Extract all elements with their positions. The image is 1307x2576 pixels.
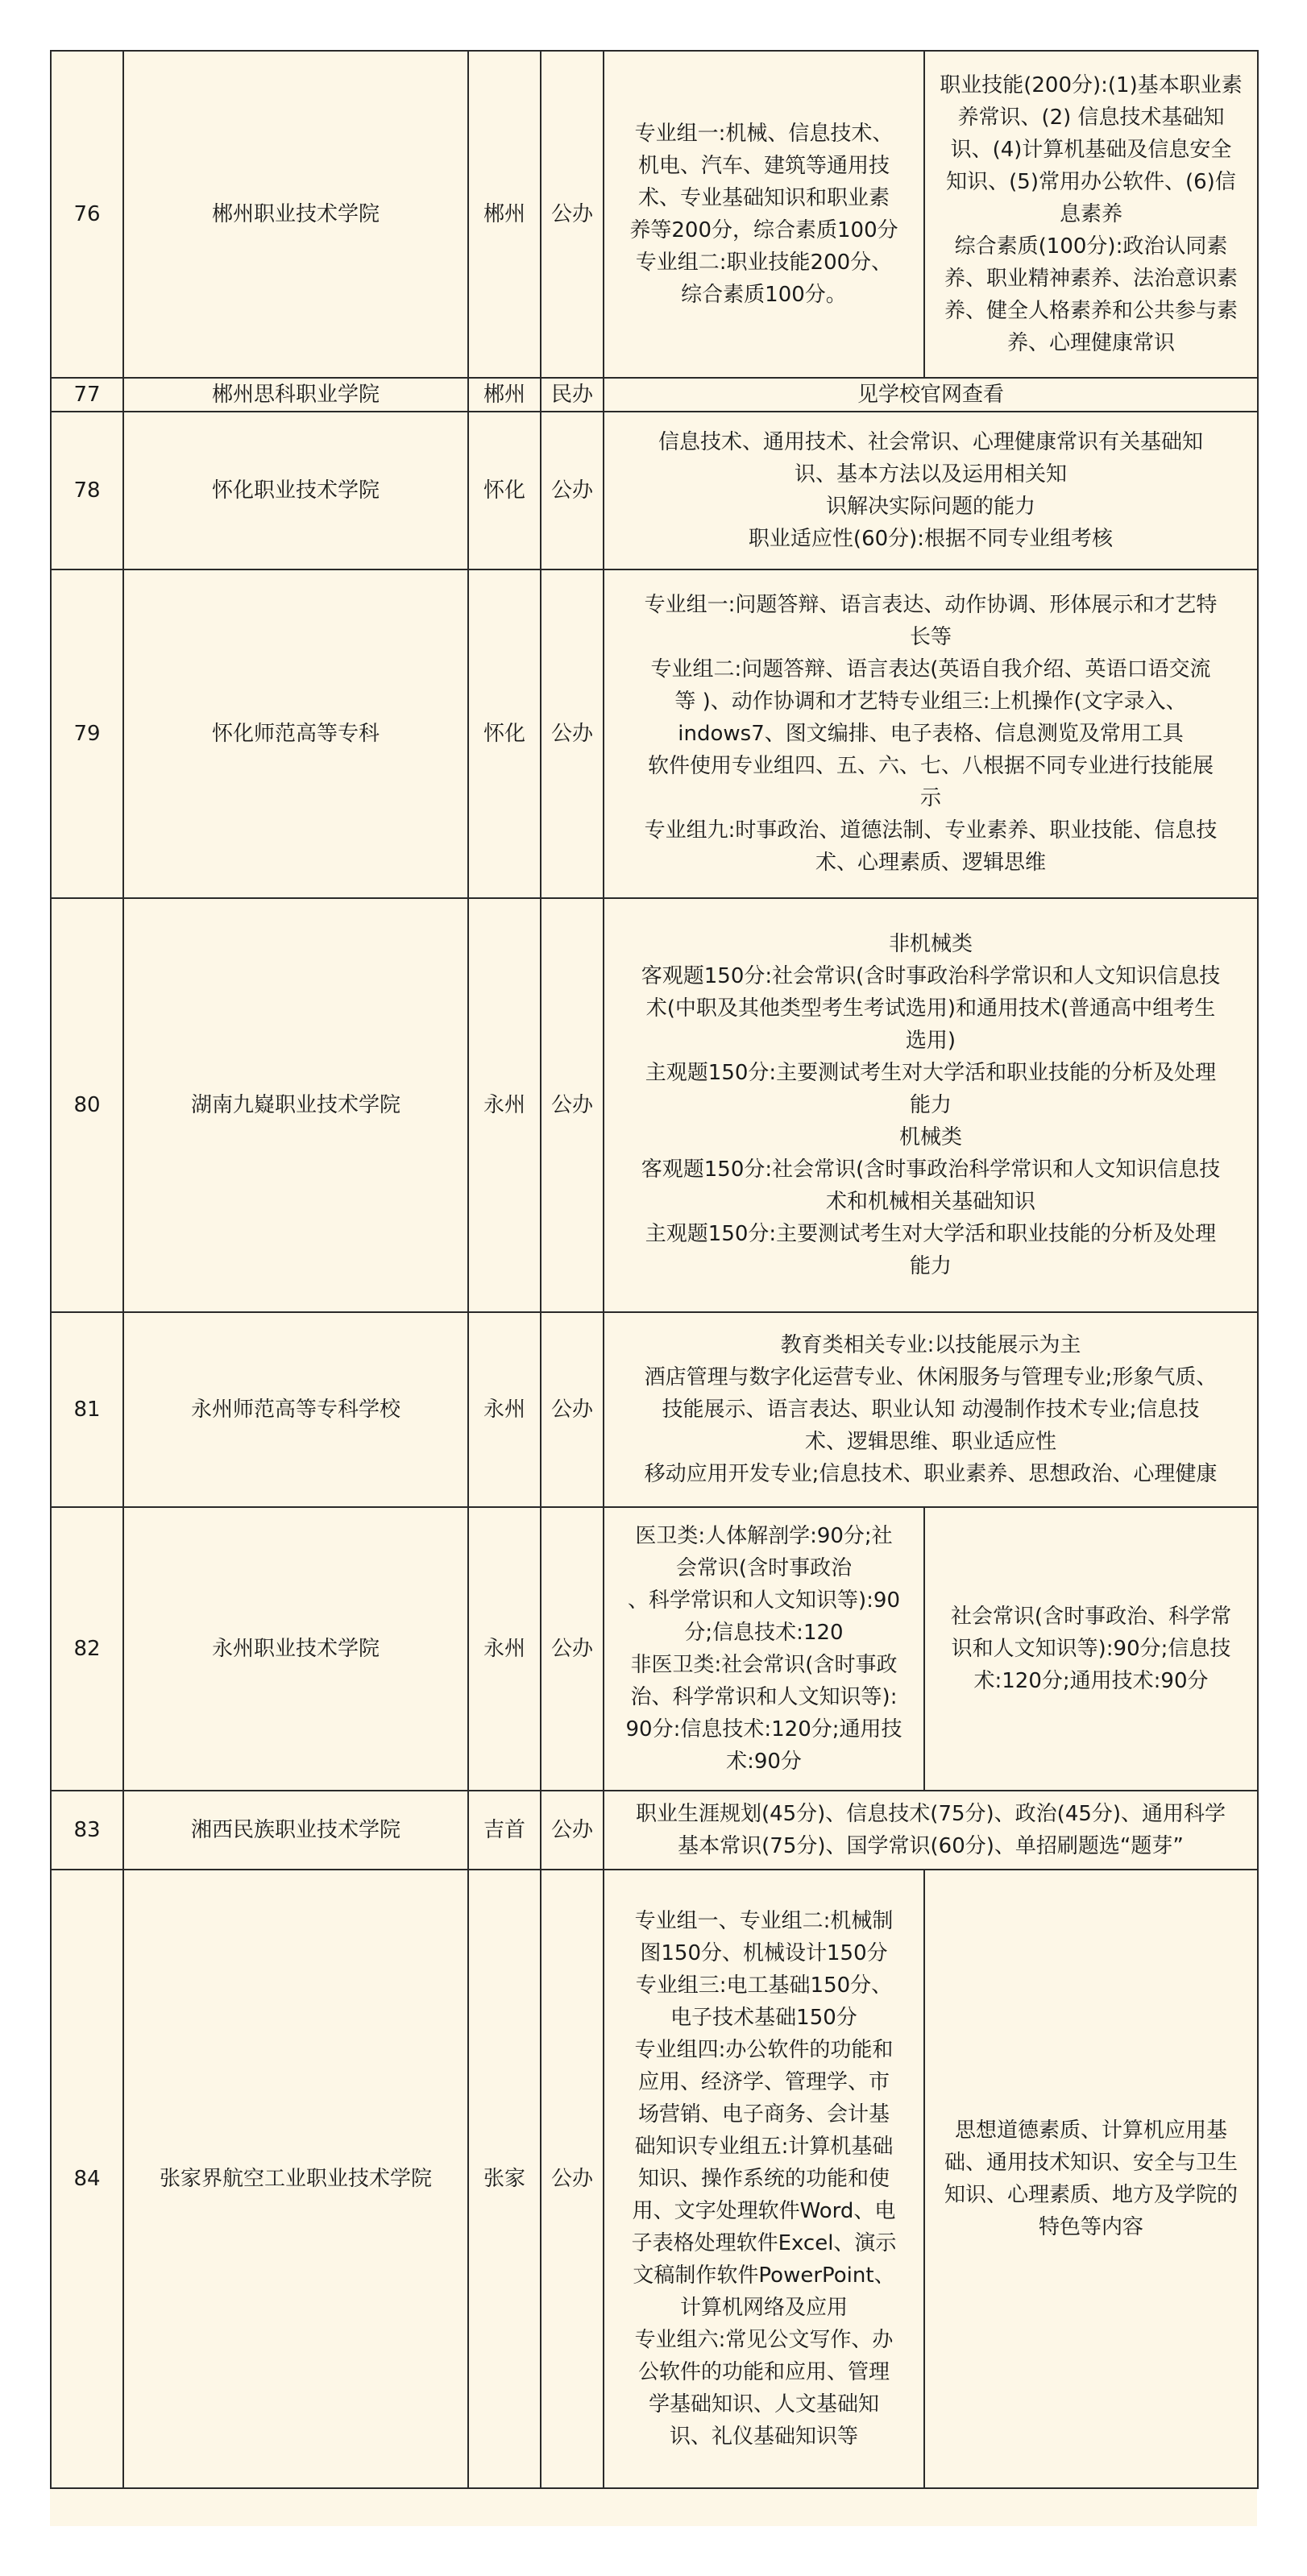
school-city: 怀化 <box>468 412 541 569</box>
school-city: 永州 <box>468 1507 541 1791</box>
school-type: 公办 <box>541 1312 604 1507</box>
text-line: 非医卫类:社会常识(含时事政 <box>630 1653 898 1677</box>
text-line: 术、心理素质、逻辑思维 <box>815 851 1046 875</box>
table-row <box>51 412 1258 569</box>
school-city: 张家 <box>468 1870 541 2488</box>
text-line: 专业组二:职业技能200分、 <box>635 251 893 275</box>
text-line: 特色等内容 <box>1038 2215 1143 2239</box>
school-type: 公办 <box>541 569 604 898</box>
text-line: 90分:信息技术:120分;通用技 <box>625 1717 902 1741</box>
text-line: 非机械类 <box>888 932 973 956</box>
text-line: 场营销、电子商务、会计基 <box>637 2102 890 2127</box>
text-line: 识、基本方法以及运用相关知 <box>794 462 1067 487</box>
exam-content <box>604 412 1258 569</box>
school-type: 公办 <box>541 1870 604 2488</box>
text-line: 识和人文知识等):90分;信息技 <box>951 1637 1231 1661</box>
school-type: 公办 <box>541 1791 604 1870</box>
table-row <box>51 51 1258 378</box>
text-line: 养、心理健康常识 <box>1006 331 1175 355</box>
row-number: 84 <box>51 1870 123 2488</box>
text-line: 客观题150分:社会常识(含时事政治科学常识和人文知识信息技 <box>641 1158 1221 1182</box>
text-line: 养、健全人格素养和公共参与素 <box>944 299 1238 323</box>
text-line: 长等 <box>909 625 952 649</box>
text-line: 知识、(5)常用办公软件、(6)信 <box>946 170 1236 194</box>
text-line: 酒店管理与数字化运营专业、休闲服务与管理专业;形象气质、 <box>644 1365 1218 1389</box>
text-line: 识、礼仪基础知识等 <box>669 2425 858 2449</box>
school-name: 永州职业技术学院 <box>123 1507 468 1791</box>
text-line: 主观题150分:主要测试考生对大学活和职业技能的分析及处理 <box>645 1222 1217 1246</box>
school-name: 怀化职业技术学院 <box>123 412 468 569</box>
school-name: 郴州职业技术学院 <box>123 51 468 378</box>
school-type: 民办 <box>541 378 604 412</box>
text-line: indows7、图文编排、电子表格、信息测览及常用工具 <box>678 722 1184 746</box>
text-line: 示 <box>919 786 941 810</box>
school-city: 永州 <box>468 1312 541 1507</box>
row-number: 81 <box>51 1312 123 1507</box>
text-line: 计算机网络及应用 <box>679 2296 848 2320</box>
text-line: 术:90分 <box>726 1750 802 1774</box>
school-name: 怀化师范高等专科 <box>123 569 468 898</box>
text-line: 公软件的功能和应用、管理 <box>637 2360 890 2384</box>
text-line: 文稿制作软件PowerPoint、 <box>633 2263 895 2288</box>
row-number: 76 <box>51 51 123 378</box>
exam-content <box>604 1312 1258 1507</box>
text-line: 专业组一:问题答辩、语言表达、动作协调、形体展示和才艺特 <box>644 593 1218 617</box>
row-number: 82 <box>51 1507 123 1791</box>
text-line: 术(中职及其他类型考生考试选用)和通用技术(普通高中组考生 <box>645 996 1216 1021</box>
text-line: 专业组一、专业组二:机械制 <box>634 1909 894 1933</box>
text-line: 专业组九:时事政治、道德法制、专业素养、职业技能、信息技 <box>644 818 1218 843</box>
text-line: 社会常识(含时事政治、科学常 <box>950 1605 1232 1629</box>
text-line: 专业组四:办公软件的功能和 <box>634 2038 894 2062</box>
text-line: 机电、汽车、建筑等通用技 <box>637 154 890 178</box>
exam-content-a <box>604 51 924 378</box>
school-city: 怀化 <box>468 569 541 898</box>
exam-content <box>604 1791 1258 1870</box>
text-line: 机械类 <box>898 1125 962 1149</box>
text-line: 识解决实际问题的能力 <box>825 495 1035 519</box>
school-name: 郴州思科职业学院 <box>123 378 468 412</box>
text-line: 综合素质(100分):政治认同素 <box>954 234 1228 259</box>
text-line: 会常识(含时事政治 <box>675 1556 853 1580</box>
table-row <box>51 1507 1258 1791</box>
text-line: 识、(4)计算机基础及信息安全 <box>950 138 1232 162</box>
table-row <box>51 1791 1258 1870</box>
text-line: 职业技能(200分):(1)基本职业素 <box>940 73 1243 97</box>
school-type: 公办 <box>541 51 604 378</box>
table-row <box>51 898 1258 1312</box>
text-line: 技能展示、语言表达、职业认知 动漫制作技术专业;信息技 <box>662 1398 1200 1422</box>
text-line: 养常识、(2) 信息技术基础知 <box>957 106 1225 130</box>
school-city: 永州 <box>468 898 541 1312</box>
text-line: 教育类相关专业:以技能展示为主 <box>780 1333 1081 1357</box>
text-line: 医卫类:人体解剖学:90分;社 <box>635 1524 893 1548</box>
text-line: 知识、心理素质、地方及学院的 <box>944 2183 1238 2207</box>
school-name: 湖南九嶷职业技术学院 <box>123 898 468 1312</box>
exam-content <box>604 898 1258 1312</box>
exam-content-b <box>924 1870 1258 2488</box>
school-type: 公办 <box>541 412 604 569</box>
admission-exam-table-sheet <box>50 50 1257 2526</box>
exam-content <box>604 569 1258 898</box>
text-line: 用、文字处理软件Word、电 <box>632 2199 896 2223</box>
row-number: 78 <box>51 412 123 569</box>
text-line: 综合素质100分。 <box>681 283 847 307</box>
admission-exam-table <box>50 50 1259 2489</box>
school-city: 吉首 <box>468 1791 541 1870</box>
exam-content <box>604 378 1258 412</box>
text-line: 息素养 <box>1059 202 1122 226</box>
text-line: 职业生涯规划(45分)、信息技术(75分)、政治(45分)、通用科学 <box>635 1802 1226 1826</box>
row-number: 79 <box>51 569 123 898</box>
text-line: 客观题150分:社会常识(含时事政治科学常识和人文知识信息技 <box>641 964 1221 988</box>
text-line: 专业组三:电工基础150分、 <box>635 1973 893 1998</box>
school-type: 公办 <box>541 1507 604 1791</box>
table-row <box>51 378 1258 412</box>
text-line: 术和机械相关基础知识 <box>825 1190 1035 1214</box>
text-line: 知识、操作系统的功能和使 <box>637 2167 890 2191</box>
text-line: 学基础知识、人文基础知 <box>648 2392 879 2417</box>
exam-content-b <box>924 51 1258 378</box>
exam-content-a <box>604 1870 924 2488</box>
text-line: 思想道德素质、计算机应用基 <box>954 2118 1227 2143</box>
text-line: 础、通用技术知识、安全与卫生 <box>944 2151 1238 2175</box>
text-line: 术、专业基础知识和职业素 <box>637 186 890 210</box>
text-line: 治、科学常识和人文知识等): <box>630 1685 898 1709</box>
text-line: 信息技术、通用技术、社会常识、心理健康常识有关基础知 <box>658 430 1203 454</box>
text-line: 养等200分，综合素质100分 <box>629 218 898 242</box>
table-row <box>51 1312 1258 1507</box>
row-number: 80 <box>51 898 123 1312</box>
table-row <box>51 569 1258 898</box>
text-line: 软件使用专业组四、五、六、七、八根据不同专业进行技能展 <box>647 754 1214 778</box>
text-line: 养、职业精神素养、法治意识素 <box>944 267 1238 291</box>
school-name: 永州师范高等专科学校 <box>123 1312 468 1507</box>
text-line: 职业适应性(60分):根据不同专业组考核 <box>748 527 1114 551</box>
text-line: 见学校官网查看 <box>857 383 1004 407</box>
text-line: 电子技术基础150分 <box>670 2006 857 2030</box>
text-line: 术、逻辑思维、职业适应性 <box>804 1430 1056 1454</box>
text-line: 分;信息技术:120 <box>684 1621 844 1645</box>
text-line: 等 )、动作协调和才艺特专业组三:上机操作(文字录入、 <box>674 690 1187 714</box>
text-line: 专业组一:机械、信息技术、 <box>634 122 894 146</box>
text-line: 基本常识(75分)、国学常识(60分)、单招刷题选“题芽” <box>678 1834 1184 1858</box>
text-line: 子表格处理软件Excel、演示 <box>631 2231 897 2255</box>
school-name: 湘西民族职业技术学院 <box>123 1791 468 1870</box>
text-line: 术:120分;通用技术:90分 <box>973 1669 1209 1693</box>
table-row <box>51 1870 1258 2488</box>
school-name: 张家界航空工业职业技术学院 <box>123 1870 468 2488</box>
text-line: 应用、经济学、管理学、市 <box>637 2070 890 2094</box>
exam-content-a <box>604 1507 924 1791</box>
school-type: 公办 <box>541 898 604 1312</box>
text-line: 主观题150分:主要测试考生对大学活和职业技能的分析及处理 <box>645 1061 1217 1085</box>
text-line: 图150分、机械设计150分 <box>640 1941 888 1965</box>
row-number: 83 <box>51 1791 123 1870</box>
text-line: 能力 <box>909 1254 952 1278</box>
school-city: 郴州 <box>468 378 541 412</box>
text-line: 专业组二:问题答辩、语言表达(英语自我介绍、英语口语交流 <box>650 657 1211 681</box>
text-line: 专业组六:常见公文写作、办 <box>634 2328 894 2352</box>
text-line: 、科学常识和人文知识等):90 <box>628 1588 900 1613</box>
text-line: 能力 <box>909 1093 952 1117</box>
text-line: 选用) <box>905 1029 956 1053</box>
school-city: 郴州 <box>468 51 541 378</box>
exam-content-b <box>924 1507 1258 1791</box>
row-number: 77 <box>51 378 123 412</box>
text-line: 础知识专业组五:计算机基础 <box>634 2135 894 2159</box>
text-line: 移动应用开发专业;信息技术、职业素养、思想政治、心理健康 <box>644 1462 1218 1486</box>
